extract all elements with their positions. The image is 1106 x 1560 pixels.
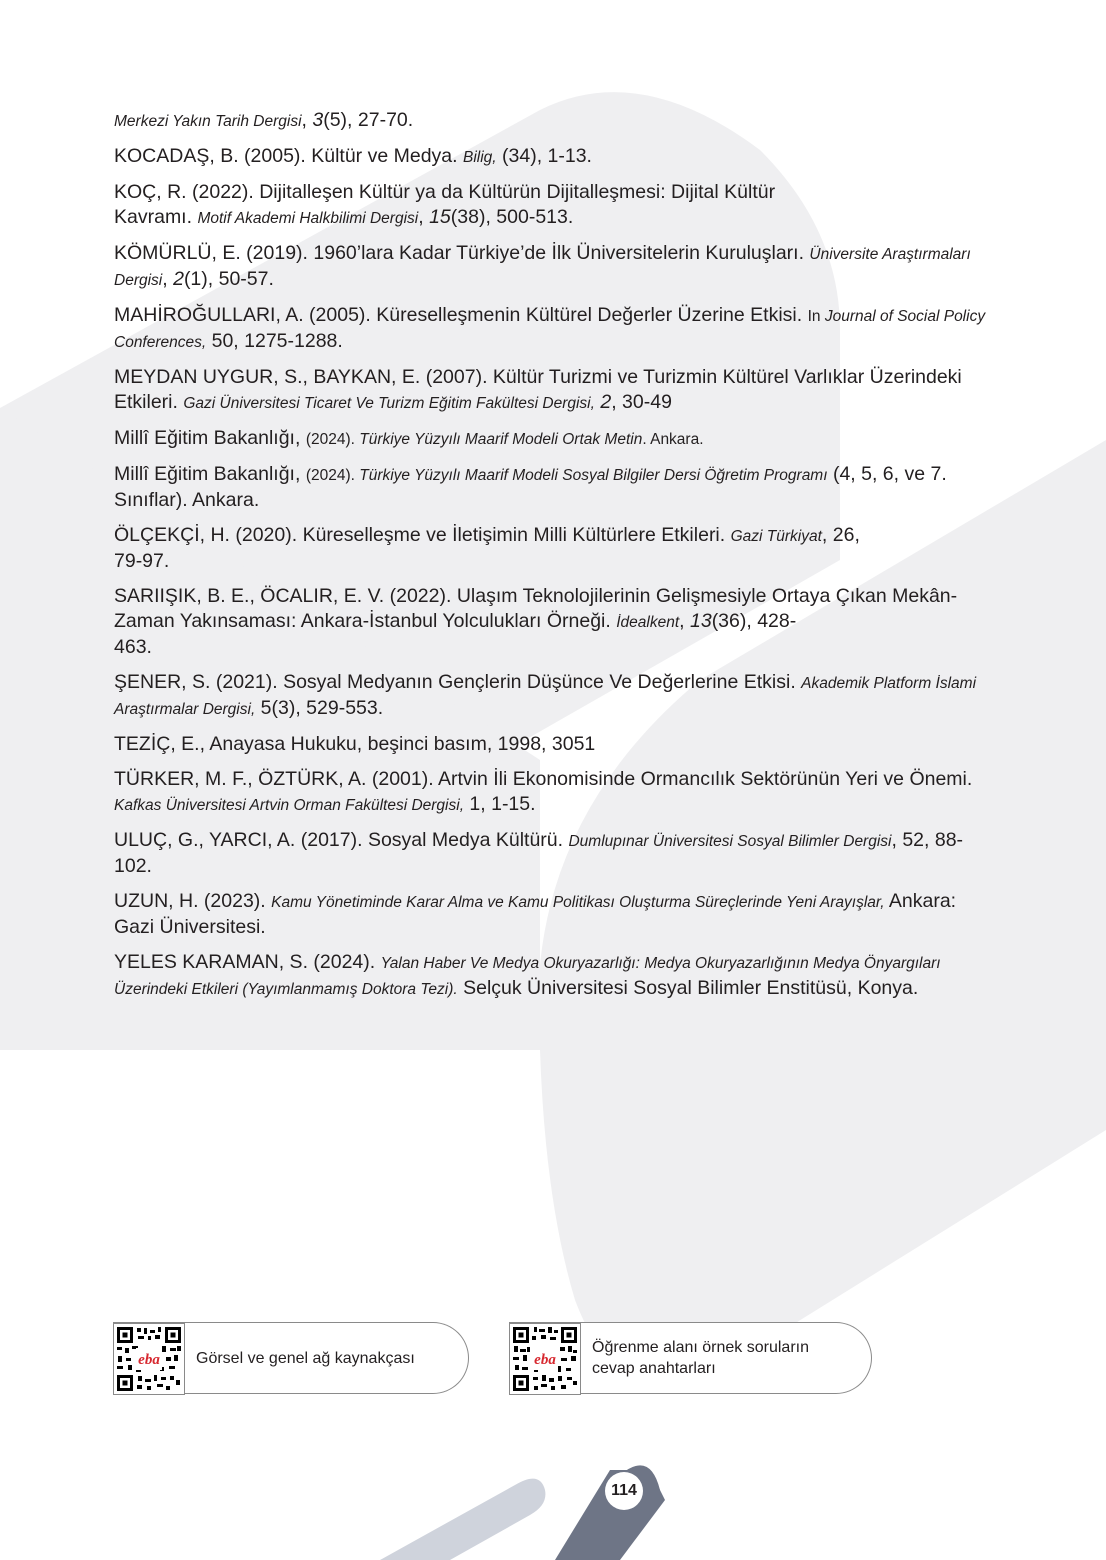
reference-text: 5(3), 529-553. [255, 697, 384, 719]
reference-text: 79-97. [114, 550, 170, 572]
qr-link-answer-keys[interactable] [509, 1322, 872, 1394]
reference-source-title: Dumlupınar Üniversitesi Sosyal Bilimler Dergisi [568, 833, 892, 850]
reference-entry [114, 462, 999, 513]
reference-source-title: Journal of Social Policy Conferences, [114, 308, 986, 351]
reference-text: 463. [114, 636, 152, 658]
qr-code-icon[interactable] [509, 1323, 581, 1395]
reference-entry [114, 523, 999, 574]
reference-entry [114, 732, 999, 757]
reference-text: ULUÇ, G., YARCI, A. (2017). Sosyal Medya Kültürü. [114, 829, 569, 851]
reference-text: TEZİÇ, E., Anayasa Hukuku, beşinci basım, 1998, 3051 [114, 733, 596, 755]
reference-text: Millî Eğitim Bakanlığı, [114, 463, 306, 485]
reference-text: YELES KARAMAN, S. (2024). [114, 951, 381, 973]
reference-entry [114, 180, 999, 231]
reference-source-title: Motif Akademi Halkbilimi Dergisi [197, 210, 419, 227]
reference-source-title: Akademik Platform İslami Araştırmalar Dergisi, [114, 675, 977, 718]
reference-entry [114, 950, 999, 1002]
reference-source-title: Kafkas Üniversitesi Artvin Orman Fakültesi Dergisi, [114, 797, 464, 814]
reference-source-title: Üniversite Araştırmaları Dergisi [114, 246, 971, 289]
reference-text: (4, 5, 6, ve 7. Sınıflar). Ankara. [114, 463, 947, 511]
reference-text: KOÇ, R. (2022). Dijitalleşen Kültür ya da Kültürün Dijitalleşmesi: Dijital Kültür [114, 181, 776, 203]
reference-entry [114, 670, 999, 722]
reference-source-title: İdealkent [616, 614, 680, 631]
reference-text: TÜRKER, M. F., ÖZTÜRK, A. (2001). Artvin İli Ekonomisinde Ormancılık Sektörünün Yeri ve Önemi. [114, 768, 973, 790]
reference-source-title: Gazi Türkiyat [730, 528, 822, 545]
reference-text: Millî Eğitim Bakanlığı, [114, 427, 306, 449]
reference-text: Selçuk Üniversitesi Sosyal Bilimler Enstitüsü, Konya. [457, 977, 919, 999]
qr-link-label[interactable]: Görsel ve genel ağ kaynakçası [196, 1349, 415, 1367]
reference-text: . Ankara. [642, 431, 704, 448]
qr-link-label[interactable]: Öğrenme alanı örnek soruların cevap anahtarları [592, 1339, 809, 1377]
reference-text: (36), 428- [711, 610, 797, 632]
reference-text: , 52, 88-102. [114, 829, 964, 877]
reference-source-title: Yalan Haber Ve Medya Okuryazarlığı: Medya Okuryazarlığının Medya Önyargıları Üzerindeki Etkileri (Yayımlanmamış Doktora Tezi). [114, 955, 941, 998]
reference-text: SARIIŞIK, B. E., ÖCALIR, E. V. (2022). Ulaşım Teknolojilerinin Gelişmesiyle Ortaya Çıkan Mekân-Zaman Yakınsaması: Ankara-İstanbul Yolculukları Örneği. [114, 585, 958, 632]
reference-text: ŞENER, S. (2021). Sosyal Medyanın Gençlerin Düşünce Ve Değerlerine Etkisi. [114, 671, 802, 693]
reference-text: , [418, 206, 430, 228]
reference-entry [114, 303, 999, 355]
reference-entry [114, 365, 999, 416]
reference-entry [114, 426, 999, 452]
reference-text: Kavramı. [114, 206, 198, 228]
reference-entry [114, 889, 999, 940]
reference-text: 2 [600, 391, 612, 413]
reference-text: 13 [689, 610, 712, 632]
reference-text: KOCADAŞ, B. (2005). Kültür ve Medya. [114, 145, 463, 167]
eba-logo: eba [534, 1352, 556, 1368]
reference-entry [114, 828, 999, 879]
page-number: 114 [605, 1472, 643, 1510]
reference-text: , 26, [821, 524, 860, 546]
reference-text: 1, 1-15. [464, 793, 536, 815]
reference-text: (38), 500-513. [450, 206, 574, 228]
qr-link-visual-sources[interactable] [113, 1322, 469, 1394]
reference-source-title: Bilig, [462, 149, 497, 166]
reference-text: 15 [429, 206, 451, 228]
reference-source-title: Gazi Üniversitesi Ticaret Ve Turizm Eğitim Fakültesi Dergisi, [183, 395, 595, 412]
reference-text: 50, 1275-1288. [206, 330, 343, 352]
reference-entry [114, 241, 999, 293]
reference-text: , [162, 268, 174, 290]
reference-text: 3 [312, 109, 324, 131]
reference-text: (34), 1-13. [496, 145, 592, 167]
qr-code-icon[interactable] [113, 1323, 185, 1395]
footer-stripe-light [380, 1479, 545, 1560]
reference-text: In [807, 308, 825, 325]
reference-text: (2024). [305, 431, 360, 448]
reference-text: , [679, 610, 690, 632]
reference-text: (5), 27-70. [323, 109, 414, 131]
reference-text: 2 [173, 268, 184, 290]
reference-entry [114, 144, 999, 170]
reference-source-title: Merkezi Yakın Tarih Dergisi [114, 113, 302, 130]
reference-text: , 30-49 [611, 391, 672, 413]
reference-text: Ankara: Gazi Üniversitesi. [114, 890, 957, 938]
reference-text: (2024). [305, 467, 360, 484]
reference-text: KÖMÜRLÜ, E. (2019). 1960’lara Kadar Türkiye’de İlk Üniversitelerin Kuruluşları. [114, 242, 810, 264]
reference-entry [114, 584, 999, 660]
reference-source-title: Türkiye Yüzyılı Maarif Modeli Sosyal Bilgiler Dersi Öğretim Programı [359, 467, 828, 484]
reference-entry [114, 108, 999, 134]
reference-text: , [301, 109, 313, 131]
reference-source-title: Kamu Yönetiminde Karar Alma ve Kamu Politikası Oluşturma Süreçlerinde Yeni Arayışlar, [271, 894, 885, 911]
reference-text: MAHİROĞULLARI, A. (2005). Küreselleşmenin Kültürel Değerler Üzerine Etkisi. [114, 304, 808, 326]
reference-text: ÖLÇEKÇİ, H. (2020). Küreselleşme ve İletişimin Milli Kültürlere Etkileri. [114, 524, 731, 546]
reference-list [114, 108, 999, 1012]
eba-logo: eba [138, 1352, 160, 1368]
reference-text: MEYDAN UYGUR, S., BAYKAN, E. (2007). Kültür Turizmi ve Turizmin Kültürel Varlıklar Üzerindeki Etkileri. [114, 366, 962, 413]
reference-entry [114, 767, 999, 818]
reference-text: UZUN, H. (2023). [114, 890, 272, 912]
reference-text: (1), 50-57. [183, 268, 274, 290]
reference-source-title: Türkiye Yüzyılı Maarif Modeli Ortak Metin [359, 431, 643, 448]
